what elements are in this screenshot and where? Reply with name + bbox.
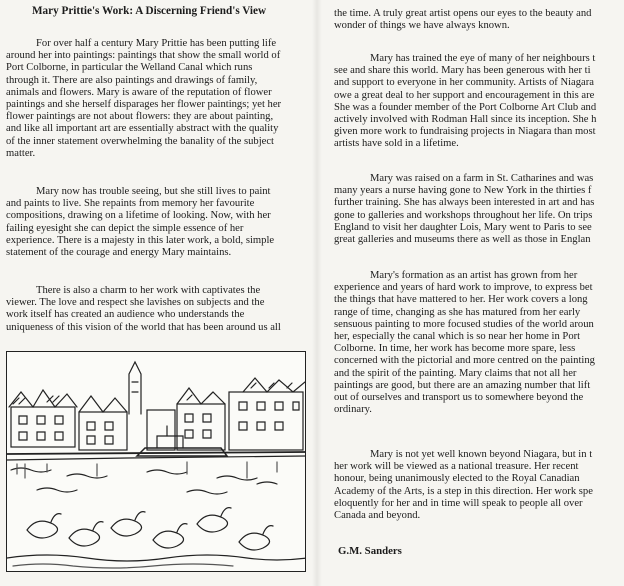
text-line: experience and years of hard work to improve, to express bet bbox=[334, 282, 593, 294]
text-line: further training. She has always been interested in art and has bbox=[334, 197, 595, 209]
author-signature: G.M. Sanders bbox=[338, 545, 402, 557]
text-line: her, especially the canal which is so near her home in Port bbox=[334, 330, 581, 342]
text-line: Port Colborne, in particular the Welland Canal which runs bbox=[6, 62, 253, 74]
text-line: honour, being unanimously elected to the Royal Canadian bbox=[334, 473, 580, 485]
text-line: concerned with the pictorial and more centred on the painting bbox=[334, 355, 595, 367]
text-line: work itself has created an audience who understands the bbox=[6, 309, 245, 321]
right-paragraph-2 bbox=[334, 173, 594, 246]
canal-harbour-sketch-icon bbox=[6, 351, 306, 572]
text-line: For over half a century Mary Prittie has been putting life bbox=[36, 38, 277, 49]
text-line: the things that have mattered to her. Her work covers a long bbox=[334, 294, 588, 306]
right-paragraph-1 bbox=[334, 53, 596, 151]
text-line: experience. There is a majesty in this later work, a bold, simple bbox=[6, 234, 275, 246]
text-line: eloquently for her and in time will speak to people all over bbox=[334, 497, 583, 509]
text-line: actively involved with Rodman Hall since its inception. She h bbox=[334, 113, 597, 125]
text-line: see and share this world. Mary has been generous with her ti bbox=[334, 65, 591, 77]
text-line: many years a nurse having gone to New York in the thirties f bbox=[334, 185, 592, 197]
left-paragraph-2 bbox=[6, 186, 274, 259]
right-paragraph-3 bbox=[334, 270, 595, 416]
text-line: There is also a charm to her work with captivates the bbox=[36, 285, 261, 296]
text-line: Mary has trained the eye of many of her neighbours t bbox=[370, 53, 596, 64]
text-line: range of time, changing as she has matured from her early bbox=[334, 306, 581, 318]
text-line: and paints to live. She repaints from memory her favourite bbox=[6, 198, 255, 210]
text-line: given more work to fundraising projects in Niagara than most bbox=[334, 126, 596, 138]
right-paragraph-4 bbox=[334, 449, 593, 522]
text-line: paintings and she herself disparages her flower paintings; yet her bbox=[6, 98, 282, 110]
text-line: Mary is not yet well known beyond Niagara, but in t bbox=[370, 449, 593, 460]
text-line: through it. There are also paintings and drawings of family, bbox=[6, 74, 258, 86]
right-paragraph-0 bbox=[334, 8, 591, 32]
text-line: sensuous painting to more focused studies of the world aroun bbox=[334, 318, 594, 330]
text-line: uniqueness of this vision of the world that has been around us all bbox=[6, 321, 281, 333]
text-line: artists have sold in a lifetime. bbox=[334, 138, 459, 150]
text-line: England to visit her daughter Lois, Mary went to Paris to see bbox=[334, 221, 592, 233]
text-line: Mary was raised on a farm in St. Catharines and was bbox=[370, 173, 594, 184]
text-line: Academy of the Arts, is a step in this direction. Her work spe bbox=[334, 485, 593, 497]
text-line: compositions, drawing on a lifetime of looking. Now, with her bbox=[6, 210, 271, 222]
text-line: She was a founder member of the Port Colborne Art Club and bbox=[334, 101, 597, 113]
text-line: gone to galleries and workshops throughout her life. On trips bbox=[334, 209, 593, 221]
text-line: matter. bbox=[6, 147, 36, 159]
text-line: Canada and beyond. bbox=[334, 509, 421, 521]
text-line: the time. A truly great artist opens our eyes to the beauty and bbox=[334, 8, 592, 19]
text-line: out of ourselves and transport us to somewhere beyond the bbox=[334, 391, 584, 403]
text-line: her work will be viewed as a national treasure. Her recent bbox=[334, 461, 579, 473]
text-line: and support to everyone in her community. Artists of Niagara bbox=[334, 77, 594, 89]
text-line: Mary's formation as an artist has grown from her bbox=[370, 270, 578, 281]
text-line: wonder of things we have always known. bbox=[334, 20, 510, 32]
text-line: owe a great deal to her support and encouragement in this are bbox=[334, 89, 595, 101]
text-line: around her into paintings: paintings that show the small world of bbox=[6, 50, 281, 62]
left-paragraph-1 bbox=[6, 38, 281, 160]
text-line: and like all important art are essentially abstract with the quality bbox=[6, 123, 279, 135]
page-fold-shadow bbox=[312, 0, 322, 586]
text-line: viewer. The love and respect she lavishes on subjects and the bbox=[6, 297, 265, 309]
text-line: of the inner statement overwhelming the banality of the subject bbox=[6, 135, 274, 147]
text-line: animals and flowers. Mary is aware of the reputation of flower bbox=[6, 86, 272, 98]
article-title: Mary Prittie's Work: A Discerning Friend's View bbox=[32, 5, 267, 17]
text-line: paintings are good, but there are an amazing number that lift bbox=[334, 379, 591, 391]
text-line: statement of the courage and energy Mary maintains. bbox=[6, 246, 232, 258]
text-line: ordinary. bbox=[334, 404, 372, 416]
text-line: and the spirit of the painting. Mary claims that not all her bbox=[334, 367, 577, 379]
sketch-drawing bbox=[7, 352, 306, 572]
text-line: Mary now has trouble seeing, but she still lives to paint bbox=[36, 186, 271, 197]
left-paragraph-3 bbox=[6, 285, 281, 334]
text-line: failing eyesight she can depict the simple essence of her bbox=[6, 222, 244, 234]
text-line: great galleries and museums there as well as those in Englan bbox=[334, 233, 591, 245]
text-line: Colborne. In time, her work has become more spare, less bbox=[334, 343, 576, 355]
text-line: flower paintings are not about flowers: they are about painting, bbox=[6, 111, 274, 123]
